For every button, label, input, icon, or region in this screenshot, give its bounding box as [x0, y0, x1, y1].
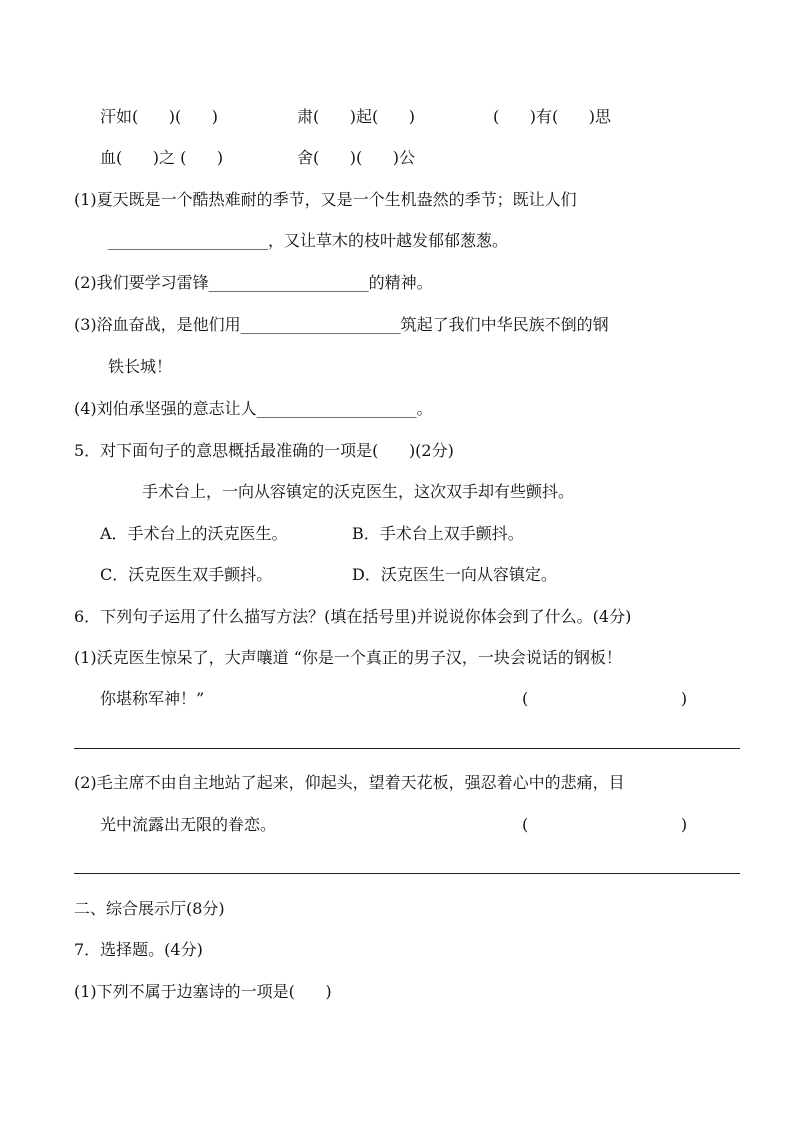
- q6-answer-line-1: [74, 748, 740, 749]
- q6-sentence-2-cont: 光中流露出无限的眷恋。: [100, 815, 277, 834]
- q6-sentence-1-cont: 你堪称军神！”: [100, 689, 205, 708]
- idiom-5: 舍( )( )公: [297, 148, 416, 167]
- q5-quoted-sentence: 手术台上，一向从容镇定的沃克医生，这次双手却有些颤抖。: [142, 482, 575, 501]
- q6-answer-paren-1: ( ): [522, 689, 688, 708]
- idiom-2: 肃( )起( ): [297, 107, 416, 126]
- q6-answer-paren-2: ( ): [522, 815, 688, 834]
- q6-sentence-1: (1)沃克医生惊呆了，大声嚷道 “你是一个真正的男子汉，一块会说话的钢板！: [74, 648, 622, 667]
- q5-option-c: C．沃克医生双手颤抖。: [100, 565, 273, 584]
- q4-sentence-2: (2)我们要学习雷锋____________________的精神。: [74, 273, 433, 292]
- q5-option-b: B．手术台上双手颤抖。: [352, 524, 524, 543]
- q5-stem: 5．对下面句子的意思概括最准确的一项是( )(2分): [74, 441, 454, 460]
- idiom-1: 汗如( )( ): [100, 107, 219, 126]
- q6-stem: 6．下列句子运用了什么描写方法？(填在括号里)并说说你体会到了什么。(4分): [74, 607, 632, 626]
- q4-sentence-1-cont: ____________________，又让草木的枝叶越发郁郁葱葱。: [108, 231, 509, 250]
- q7-1-stem: (1)下列不属于边塞诗的一项是( ): [74, 982, 332, 1001]
- q4-sentence-4: (4)刘伯承坚强的意志让人____________________。: [74, 399, 433, 418]
- q5-option-d: D．沃克医生一向从容镇定。: [352, 565, 557, 584]
- q4-sentence-3-cont: 铁长城！: [108, 357, 173, 376]
- idiom-3: ( )有( )思: [493, 107, 612, 126]
- q7-stem: 7．选择题。(4分): [74, 940, 203, 959]
- q4-sentence-1: (1)夏天既是一个酷热难耐的季节，又是一个生机盎然的季节；既让人们: [74, 190, 577, 209]
- q5-option-a: A．手术台上的沃克医生。: [100, 524, 288, 543]
- q4-sentence-3: (3)浴血奋战，是他们用____________________筑起了我们中华民族不倒的钢: [74, 315, 609, 334]
- section-2-title: 二、综合展示厅(8分): [74, 899, 225, 918]
- q6-sentence-2: (2)毛主席不由自主地站了起来，仰起头，望着天花板，强忍着心中的悲痛，目: [74, 773, 625, 792]
- q6-answer-line-2: [74, 873, 740, 874]
- idiom-4: 血( )之 ( ): [100, 148, 224, 167]
